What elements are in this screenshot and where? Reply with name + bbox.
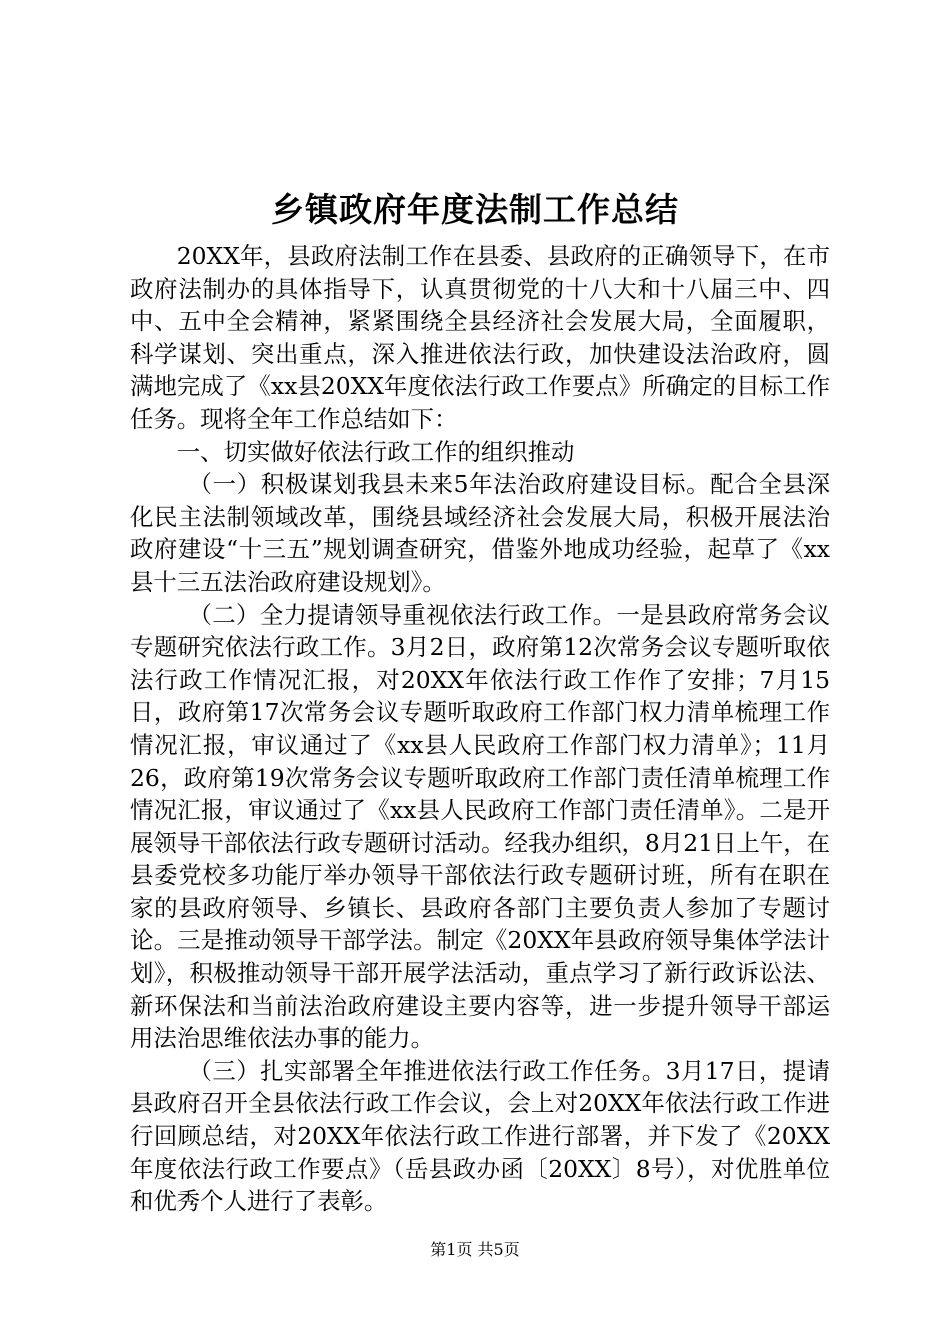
page-footer: 第1页 共5页 — [430, 1240, 520, 1259]
subsection-paragraph-1: （一）积极谋划我县未来5年法治政府建设目标。配合全县深化民主法制领域改革，围绕县域经济社会发展大局，积极开展法治政府建设“十三五”规划调查研究，借鉴外地成功经验，起草了《xx县十三五法治政府建设规划》。 — [130, 470, 830, 596]
subsection-paragraph-2: （二）全力提请领导重视依法行政工作。一是县政府常务会议专题研究依法行政工作。3月2日，政府第12次常务会议专题听取依法行政工作情况汇报，对20XX年依法行政工作作了安排；7月15日，政府第17次常务会议专题听取政府工作部门权力清单梳理工作情况汇报，审议通过了《xx县人民政府工作部门权力清单》；11月26，政府第19次常务会议专题听取政府工作部门责任清单梳理工作情况汇报，审议通过了《xx县人民政府工作部门责任清单》。二是开展领导干部依法行政专题研讨活动。经我办组织，8月21日上午，在县委党校多功能厅举办领导干部依法行政专题研讨班，所有在职在家的县政府领导、乡镇长、县政府各部门主要负责人参加了专题讨论。三是推动领导干部学法。制定《20XX年县政府领导集体学法计划》，积极推动领导干部开展学法活动，重点学习了新行政诉讼法、新环保法和当前法治政府建设主要内容等，进一步提升领导干部运用法治思维依法办事的能力。 — [130, 600, 830, 1053]
section-heading: 一、切实做好依法行政工作的组织推动 — [176, 437, 575, 466]
subsection-paragraph-3: （三）扎实部署全年推进依法行政工作任务。3月17日，提请县政府召开全县依法行政工作会议，会上对20XX年依法行政工作进行回顾总结，对20XX年依法行政工作进行部署，并下发了《20XX年度依法行政工作要点》（岳县政办函〔20XX〕8号），对优胜单位和优秀个人进行了表彰。 — [130, 1056, 830, 1216]
intro-paragraph: 20XX年，县政府法制工作在县委、县政府的正确领导下，在市政府法制办的具体指导下，认真贯彻党的十八大和十八届三中、四中、五中全会精神，紧紧围绕全县经济社会发展大局，全面履职，科学谋划、突出重点，深入推进依法行政，加快建设法治政府，圆满地完成了《xx县20XX年度依法行政工作要点》所确定的目标工作任务。现将全年工作总结如下： — [130, 242, 830, 433]
document-title: 乡镇政府年度法制工作总结 — [271, 190, 679, 229]
document-body — [130, 240, 830, 1218]
